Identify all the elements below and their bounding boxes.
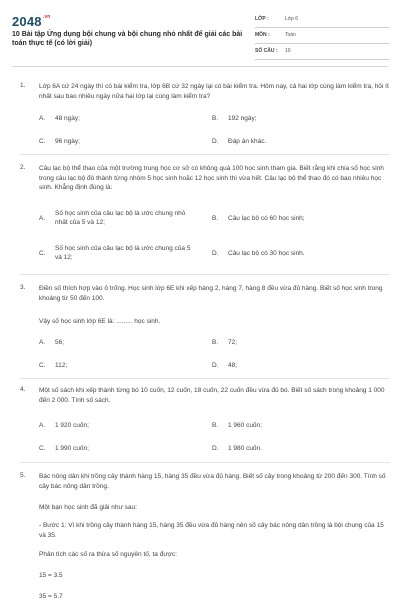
question-number: 4. [20,386,26,393]
question-divider [20,462,390,463]
question-text: Bác nông dân khi trồng cây thành hàng 15, hàng 35 đều vừa đủ hàng. Biết số cây trong khoảng từ 200 đến 300. Tính số cây bác nông dân trồng. [39,473,386,490]
question-divider [20,378,390,379]
option-letter: C. [39,250,46,257]
option-text: Số học sinh của câu lạc bộ là ước chung nhỏ nhất của 5 và 12; [55,210,186,226]
question-number: 1. [20,82,26,89]
solution-line: 35 = 5.7 [39,593,63,600]
question-number: 3. [20,284,26,291]
option-text: Câu lạc bộ có 60 học sinh; [228,215,305,222]
solution-line: - Bước 1: Vì khi trồng cây thành hàng 15, hàng 35 đều vừa đủ hàng nên số cây bác nông dân trồng là bội chung của 15 và 35. [39,522,384,539]
option-text: 48; [228,362,238,369]
page-header [0,0,400,62]
option-letter: B. [212,339,219,346]
question-text: Một số sách khi xếp thành từng bó 10 cuốn, 12 cuốn, 18 cuốn, 22 cuốn đều vừa đủ bó. Biết số sách trong khoảng 1 000 đến 2 000. Tính số sách. [39,387,385,404]
option-text: Câu lạc bộ có 30 học sinh. [228,250,305,257]
option-letter: A. [39,115,46,122]
option-letter: D. [212,362,219,369]
option-text: 96 ngày; [55,138,80,145]
header-divider [12,66,388,67]
option-text: 112; [55,362,68,369]
option-letter: D. [212,138,219,145]
option-letter: A. [39,339,46,346]
meta-box [255,14,390,62]
option-letter: C. [39,445,46,452]
option-letter: B. [212,115,219,122]
solution-line: 15 = 3.5 [39,572,63,579]
site-logo[interactable] [12,14,51,29]
meta-row-count [255,46,390,60]
option-letter: B. [212,215,219,222]
logo-text: 2048 [12,14,42,29]
option-text: 192 ngày; [228,115,257,122]
option-text: 1 980 cuốn. [228,445,262,452]
option-letter: A. [39,215,46,222]
logo-suffix: .vn [42,14,51,20]
question-divider [20,154,390,155]
option-text: 1 990 cuốn; [55,445,89,452]
option-letter: C. [39,362,46,369]
meta-key: LỚP : [255,16,269,22]
option-letter: D. [212,250,219,257]
meta-value: Toán [285,32,296,38]
option-text: 56; [55,339,65,346]
meta-key: SỐ CÂU : [255,48,278,54]
option-text: Đáp án khác. [228,138,267,145]
option-text: 1 960 cuốn; [228,422,262,429]
option-text: Số học sinh của câu lạc bộ là ước chung của 5 và 12; [55,245,191,261]
solution-line: Một bạn học sinh đã giải như sau: [39,504,137,511]
option-letter: A. [39,422,46,429]
question-number: 5. [20,472,26,479]
meta-value: 10 [285,48,291,54]
meta-row-class [255,14,390,28]
option-letter: B. [212,422,219,429]
option-text: 72; [228,339,238,346]
document-title: 10 Bài tập Ứng dụng bội chung và bội chung nhỏ nhất để giải các bài toán thực tế (có lời giải) [12,31,243,47]
question-text: Lớp 6A cứ 24 ngày thì có bài kiểm tra, lớp 6B cứ 32 ngày lại có bài kiểm tra. Hôm nay, cả hai lớp cùng làm kiểm tra, hỏi ít nhất sau bao nhiêu ngày nữa hai lớp lại cùng làm kiểm tra? [39,83,389,100]
solution-line: Phân tích các số ra thừa số nguyên tố, ta được: [39,551,177,558]
option-text: 1 920 cuốn; [55,422,89,429]
question-divider [20,274,390,275]
option-text: 48 ngày; [55,115,80,122]
option-letter: D. [212,445,219,452]
meta-row-subject [255,30,390,44]
question-number: 2. [20,164,26,171]
meta-key: MÔN : [255,32,270,38]
meta-value: Lớp 6 [285,16,299,22]
question-text: Điền số thích hợp vào ô trống. Học sinh lớp 6E khi xếp hàng 2, hàng 7, hàng 8 đều vừa đủ hàng. Biết số học sinh trong khoảng từ 50 đến 100. [39,285,383,302]
question-subtext: Vậy số học sinh lớp 6E là: ......... học sinh. [39,318,161,325]
option-letter: C. [39,138,46,145]
question-text: Câu lạc bộ thể thao của một trường trung học cơ sở có không quá 100 học sinh tham gia. Biết rằng khi chia số học sinh trong câu lạc bộ đó thành từng nhóm 5 học sinh hoặc 12 học sinh thì vừa hết. Câu lạc bộ thể thao đó có bao nhiêu học sinh. Khẳng định đúng là: [39,165,384,191]
